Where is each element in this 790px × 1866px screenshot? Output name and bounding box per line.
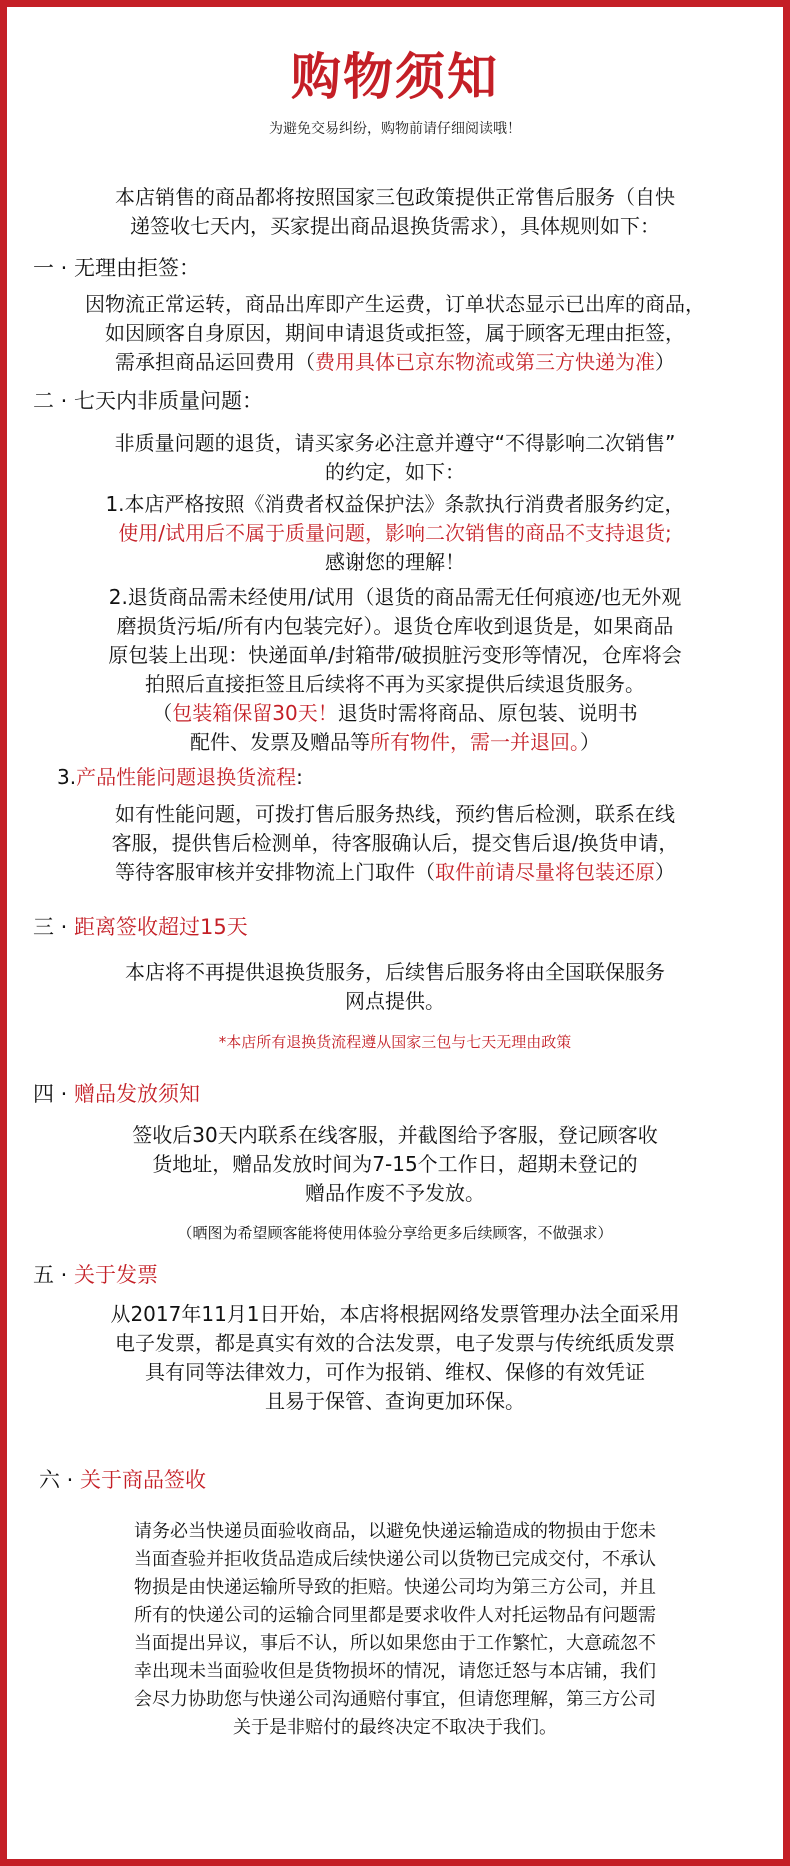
highlight-text: 使用/试用后不属于质量问题，影响二次销售的商品不支持退货; — [118, 521, 672, 545]
intro-paragraph: 本店销售的商品都将按照国家三包政策提供正常售后服务（自快 递签收七天内，买家提出商品退换货需求），具体规则如下： — [115, 185, 675, 238]
section-2-heading: 二 · 七天内非质量问题： — [33, 389, 264, 413]
section-3-body: 本店将不再提供退换货服务，后续售后服务将由全国联保服务 网点提供。 — [125, 960, 665, 1013]
section-4-note: （晒图为希望顾客能将使用体验分享给更多后续顾客，不做强求） — [177, 1224, 613, 1242]
section-1-body: 因物流正常运转，商品出库即产生运费，订单状态显示已出库的商品， 如因顾客自身原因，期间申请退货或拒签，属于顾客无理由拒签， 需承担商品运回费用（费用具体已京东物流或第三方快递为准） — [85, 292, 705, 374]
section-5-heading: 五 · 关于发票 — [33, 1263, 159, 1287]
section-2-rule-3-heading: 3.产品性能问题退换货流程: — [57, 765, 303, 789]
page-title: 购物须知 — [291, 48, 499, 106]
section-3-note: *本店所有退换货流程遵从国家三包与七天无理由政策 — [218, 1033, 572, 1051]
section-4-heading: 四 · 赠品发放须知 — [33, 1082, 201, 1106]
highlight-text: 费用具体已京东物流或第三方快递为准 — [315, 350, 655, 374]
section-2-rule-2: 2.退货商品需未经使用/试用（退货的商品需无任何痕迹/也无外观 磨损货污垢/所有内包装完好）。退货仓库收到退货是，如果商品 原包装上出现：快递面单/封箱带/破损脏污变形等情况，仓库将会 拍照后直接拒签且后续将不再为买家提供后续退货服务。 （包装箱保留30天！退货时需将商品、原包装、说明书 配件、发票及赠品等所有物件，需一并退回。） — [108, 585, 682, 754]
highlight-text: 取件前请尽量将包装还原 — [435, 860, 655, 884]
section-2-intro: 非质量问题的退货，请买家务必注意并遵守“不得影响二次销售” 的约定，如下： — [114, 431, 676, 484]
highlight-text: 包装箱保留30天！ — [172, 701, 338, 725]
page-subtitle: 为避免交易纠纷，购物前请仔细阅读哦！ — [269, 121, 521, 137]
section-2-rule-1: 1.本店严格按照《消费者权益保护法》条款执行消费者服务约定， 使用/试用后不属于质量问题，影响二次销售的商品不支持退货; 感谢您的理解！ — [27, 490, 763, 577]
section-5-body: 从2017年11月1日开始，本店将根据网络发票管理办法全面采用 电子发票，都是真实有效的合法发票，电子发票与传统纸质发票 具有同等法律效力，可作为报销、维权、保修的有效凭证 且易于保管、查询更加环保。 — [110, 1302, 680, 1413]
section-3-heading: 三 · 距离签收超过15天 — [33, 915, 248, 939]
section-4-body: 签收后30天内联系在线客服，并截图给予客服，登记顾客收 货地址，赠品发放时间为7-15个工作日，超期未登记的 赠品作废不予发放。 — [132, 1123, 658, 1205]
section-6-body: 请务必当快递员面验收商品，以避免快递运输造成的物损由于您未 当面查验并拒收货品造成后续快递公司以货物已完成交付，不承认 物损是由快递运输所导致的拒赔。快递公司均为第三方公司，并且 所有的快递公司的运输合同里都是要求收件人对托运物品有问题需 当面提出异议，事后不认，所以如果您由于工作繁忙，大意疏忽不 幸出现未当面验收但是货物损坏的情况，请您迁怒与本店铺，我们 会尽力协助您与快递公司沟通赔付事宜，但请您理解，第三方公司 关于是非赔付的最终决定不取决于我们。 — [134, 1521, 656, 1738]
section-1-heading: 一 · 无理由拒签： — [33, 256, 201, 280]
section-2-rule-3-body: 如有性能问题，可拨打售后服务热线，预约售后检测，联系在线 客服，提供售后检测单，待客服确认后，提交售后退/换货申请， 等待客服审核并安排物流上门取件（取件前请尽量将包装还原） — [111, 802, 679, 884]
section-6-heading: 六 · 关于商品签收 — [39, 1468, 207, 1492]
highlight-text: 所有物件，需一并退回。 — [370, 730, 580, 754]
